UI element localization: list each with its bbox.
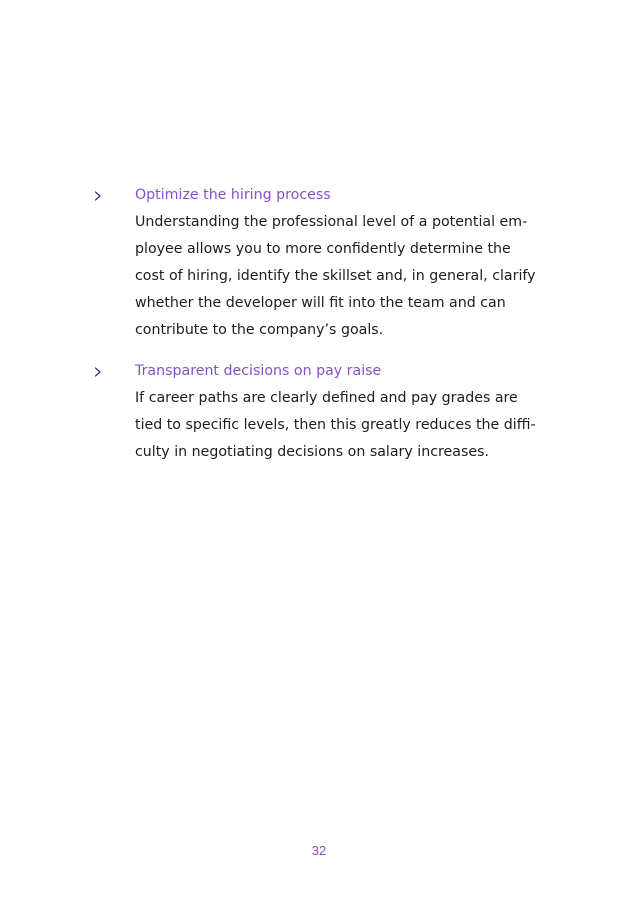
bullet-body-line: If career paths are clearly defined and pay grades are: [135, 390, 518, 406]
bullet-list: [94, 182, 534, 466]
bullet-body-line: culty in negotiating decisions on salary increases.: [135, 444, 489, 460]
bullet-body-line: tied to specific levels, then this greatly reduces the diffi-: [135, 417, 536, 433]
bullet-body-line: whether the developer will fit into the team and can: [135, 295, 506, 311]
bullet-item-pay-raise: [94, 358, 534, 466]
bullet-body-line: contribute to the company’s goals.: [135, 322, 384, 338]
bullet-title: Optimize the hiring process: [135, 187, 331, 203]
bullet-body: [135, 385, 534, 466]
chevron-right-icon: [94, 182, 106, 209]
page-number: 32: [311, 843, 327, 858]
bullet-body-line: cost of hiring, identify the skillset and, in general, clarify: [135, 268, 536, 284]
bullet-body-line: ployee allows you to more confidently determine the: [135, 241, 511, 257]
bullet-item-hiring: [94, 182, 534, 344]
chevron-right-icon: [94, 358, 106, 385]
bullet-body-line: Understanding the professional level of a potential em-: [135, 214, 528, 230]
bullet-body: [135, 209, 534, 344]
bullet-title: Transparent decisions on pay raise: [135, 363, 382, 379]
